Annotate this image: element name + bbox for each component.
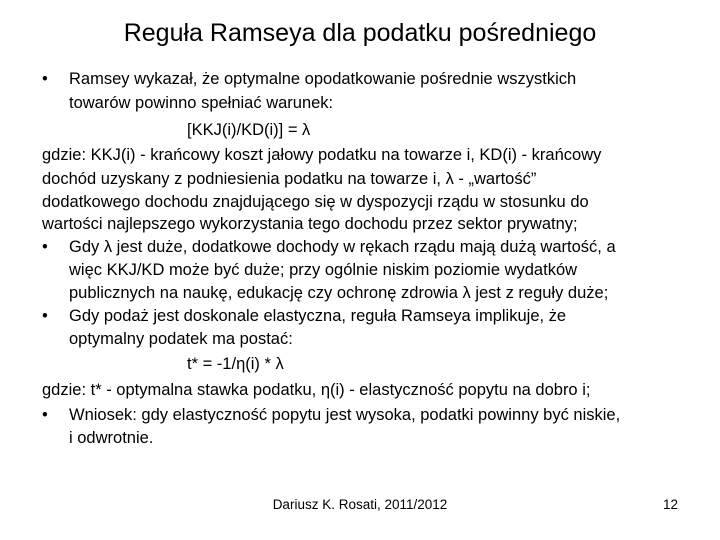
- bullet-marker-3: •: [42, 307, 48, 325]
- text-line: Ramsey wykazał, że optymalne opodatkowanie pośrednie wszystkich: [69, 70, 577, 88]
- slide-title: Reguła Ramseya dla podatku pośredniego: [123, 19, 597, 47]
- formula-optimal-tax: t* = -1/η(i) * λ: [187, 355, 284, 373]
- bullet-marker-1: •: [42, 70, 48, 88]
- footer-author: Dariusz K. Rosati, 2011/2012: [272, 497, 448, 512]
- formula-kkj-kd: [KKJ(i)/KD(i)] = λ: [187, 121, 311, 139]
- text-line: i odwrotnie.: [69, 429, 154, 447]
- text-line: więc KKJ/KD może być duże; przy ogólnie niskim poziomie wydatków: [69, 261, 578, 279]
- bullet-marker-2: •: [42, 238, 48, 256]
- text-line: dodatkowego dochodu znajdującego się w dyspozycji rządu w stosunku do: [42, 193, 589, 211]
- text-line: towarów powinno spełniać warunek:: [69, 94, 334, 112]
- text-line: wartości najlepszego wykorzystania tego dochodu przez sektor prywatny;: [42, 215, 578, 233]
- text-line: Gdy λ jest duże, dodatkowe dochody w rękach rządu mają dużą wartość, a: [69, 238, 616, 256]
- text-line: Gdy podaż jest doskonale elastyczna, reguła Ramseya implikuje, że: [69, 307, 567, 325]
- text-line: gdzie: KKJ(i) - krańcowy koszt jałowy podatku na towarze i, KD(i) - krańcowy: [42, 146, 602, 164]
- text-line: publicznych na naukę, edukację czy ochronę zdrowia λ jest z reguły duże;: [69, 284, 609, 302]
- text-line: dochód uzyskany z podniesienia podatku na towarze i, λ - „wartość”: [42, 170, 537, 188]
- text-line: optymalny podatek ma postać:: [69, 330, 293, 348]
- text-line: gdzie: t* - optymalna stawka podatku, η(i) - elastyczność popytu na dobro i;: [42, 381, 591, 399]
- bullet-marker-4: •: [42, 406, 48, 424]
- page-number: 12: [662, 497, 678, 512]
- text-line: Wniosek: gdy elastyczność popytu jest wysoka, podatki powinny być niskie,: [69, 406, 621, 424]
